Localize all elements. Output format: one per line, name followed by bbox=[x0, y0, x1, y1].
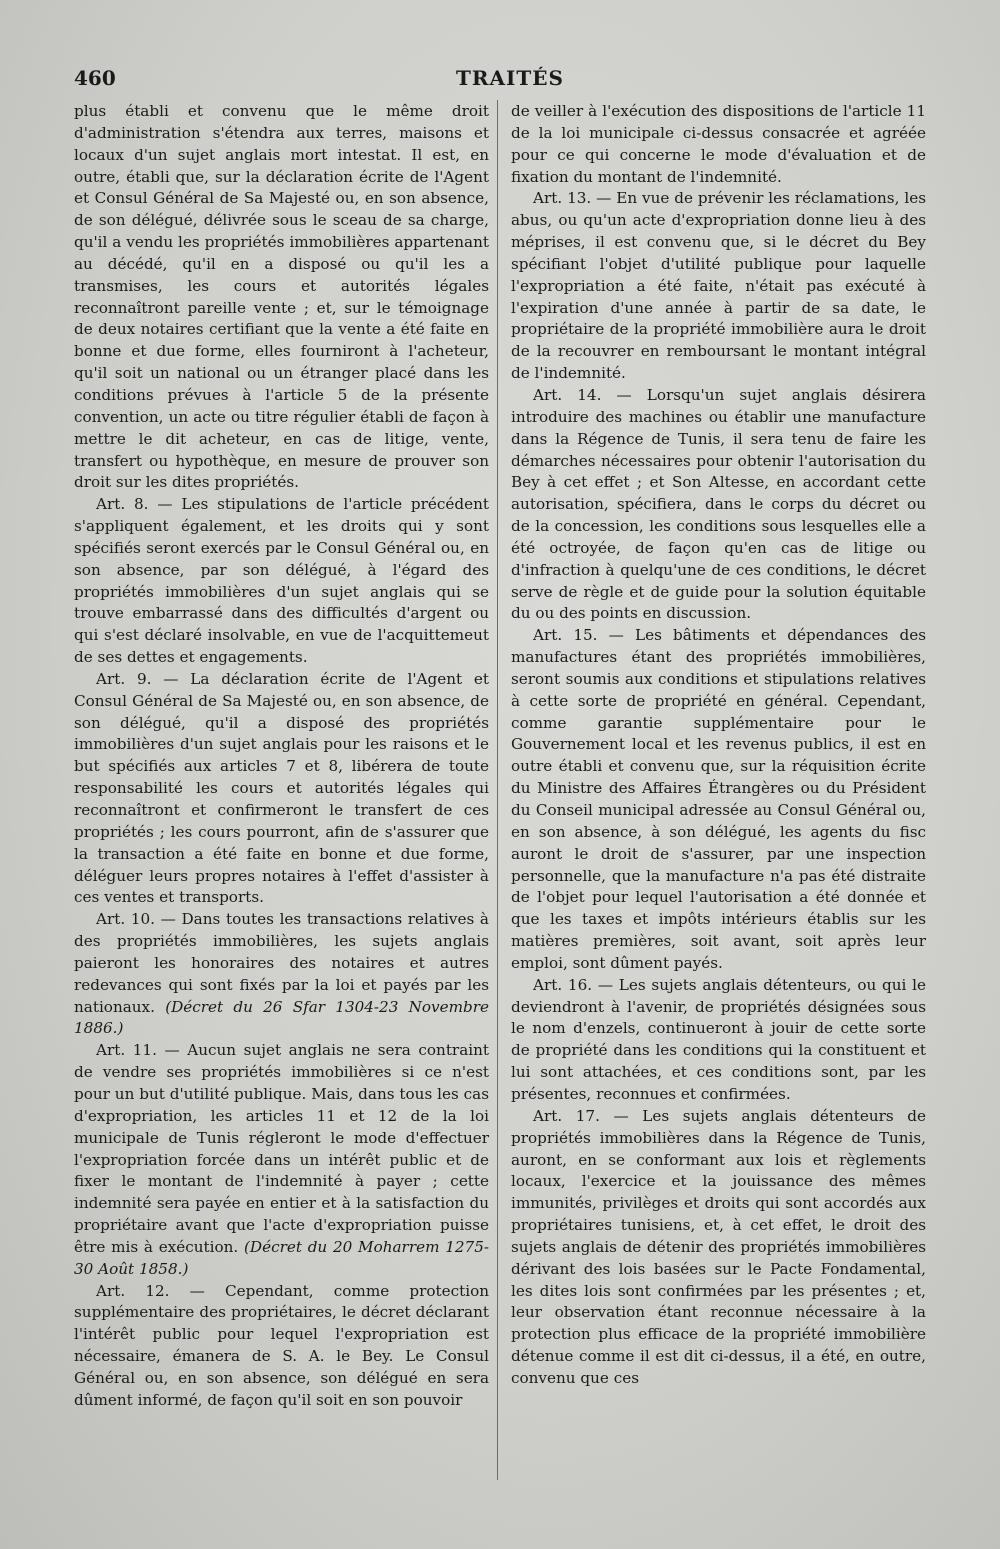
page-header bbox=[74, 66, 930, 98]
paragraph-text: Art. 16. — Les sujets anglais détenteurs, ou qui le deviendront à l'avenir, de propriétés désignées sous le nom d'enzels, continueront à jouir de cette sorte de propriété dans les conditions qui la constituent et lui sont attachées, et ces conditions sont, par les présentes, reconnues et confirmées. bbox=[511, 975, 926, 1103]
paragraph bbox=[74, 669, 489, 909]
right-column bbox=[511, 101, 926, 1390]
paragraph bbox=[74, 1040, 489, 1280]
paragraph bbox=[74, 909, 489, 1040]
page-number: 460 bbox=[74, 66, 116, 90]
running-title: TRAITÉS bbox=[456, 66, 564, 90]
paragraph-text: Art. 15. — Les bâtiments et dépendances des manufactures étant des propriétés immobilières, seront soumis aux conditions et stipulations relatives à cette sorte de propriété en général. Cependant, comme garantie supplémentaire pour le Gouvernement local et les revenus publics, il est en outre établi et convenu que, sur la réquisition écrite du Ministre des Affaires Étrangères ou du Président du Conseil municipal adressée au Consul Général ou, en son absence, à son délégué, les agents du fisc auront le droit de s'assurer, par une inspection personnelle, que la manufacture n'a pas été distraite de l'objet pour lequel l'autorisation a été donnée et que les taxes et impôts intérieurs établis sur les matières premières, soit avant, soit après leur emploi, sont dûment payés. bbox=[511, 626, 926, 972]
paragraph bbox=[511, 188, 926, 385]
paragraph-text: plus établi et convenu que le même droit d'administration s'étendra aux terres, maisons et locaux d'un sujet anglais mort intestat. Il est, en outre, établi que, sur la déclaration écrite de l'Agent et Consul Général de Sa Majesté ou, en son absence, de son délégué, délivrée sous le sceau de sa charge, qu'il a vendu les propriétés immobilières appartenant au décédé, qu'il en a disposé ou qu'il les a transmises, les cours et autorités légales reconnaîtront pareille vente ; et, sur le témoignage de deux notaires certifiant que la vente a été faite en bonne et due forme, elles fourniront à l'acheteur, qu'il soit un national ou un étranger placé dans les conditions prévues à l'article 5 de la présente convention, un acte ou titre régulier établi de façon à mettre le dit acheteur, en cas de litige, vente, transfert ou hypothèque, en mesure de prouver son droit sur les dites propriétés. bbox=[74, 102, 489, 492]
decree-citation: (Décret du 20 Moharrem 1275-30 Août 1858.) bbox=[74, 1237, 489, 1278]
paragraph bbox=[511, 385, 926, 625]
paragraph bbox=[74, 1281, 489, 1412]
paragraph-text: de veiller à l'exécution des dispositions de l'article 11 de la loi municipale ci-dessus consacrée et agréée pour ce qui concerne le mode d'évaluation et de fixation du montant de l'indemnité. bbox=[511, 102, 926, 186]
paragraph bbox=[74, 101, 489, 494]
paragraph bbox=[511, 975, 926, 1106]
paragraph bbox=[511, 101, 926, 188]
paragraph-text: Art. 12. — Cependant, comme protection supplémentaire des propriétaires, le décret déclarant l'intérêt public pour lequel l'expropriation est nécessaire, émanera de S. A. le Bey. Le Consul Général ou, en son absence, son délégué en sera dûment informé, de façon qu'il soit en son pouvoir bbox=[74, 1281, 489, 1409]
paragraph-text: Art. 13. — En vue de prévenir les réclamations, les abus, ou qu'un acte d'expropriation donne lieu à des méprises, il est convenu que, si le décret du Bey spécifiant l'objet d'utilité publique pour laquelle l'expropriation a été faite, n'était pas exécuté à l'expiration d'une année à partir de sa date, le propriétaire de la propriété immobilière aura le droit de la recouvrer en remboursant le montant intégral de l'indemnité. bbox=[511, 189, 926, 383]
paragraph-text: Art. 14. — Lorsqu'un sujet anglais désirera introduire des machines ou établir une manufacture dans la Régence de Tunis, il sera tenu de faire les démarches nécessaires pour obtenir l'autorisation du Bey à cet effet ; et Son Altesse, en accordant cette autorisation, spécifiera, dans le corps du décret ou de la concession, les conditions sous lesquelles elle a été octroyée, de façon qu'en cas de litige ou d'infraction à quelqu'une de ces conditions, le décret serve de règle et de guide pour la solution équitable du ou des points en discussion. bbox=[511, 385, 926, 623]
paragraph-text: Art. 17. — Les sujets anglais détenteurs de propriétés immobilières dans la Régence de Tunis, auront, en se conformant aux lois et règlements locaux, l'exercice et la jouissance des mêmes immunités, privilèges et droits qui sont accordés aux propriétaires tunisiens, et, à cet effet, le droit des sujets anglais de détenir des propriétés immobilières dérivant des lois basées sur le Pacte Fondamental, les dites lois sont confirmées par les présentes ; et, leur observation étant reconnue nécessaire à la protection plus efficace de la propriété immobilière détenue comme il est dit ci-dessus, il a été, en outre, convenu que ces bbox=[511, 1106, 926, 1387]
paragraph-text: Art. 9. — La déclaration écrite de l'Agent et Consul Général de Sa Majesté ou, en son absence, de son délégué, qu'il a disposé des propriétés immobilières d'un sujet anglais pour les raisons et le but spécifiés aux articles 7 et 8, libérera de toute responsabilité les cours et autorités légales qui reconnaîtront et confirmeront le transfert de ces propriétés ; les cours pourront, afin de s'assurer que la transaction a été faite en bonne et due forme, déléguer leurs propres notaires à l'effet d'assister à ces ventes et transports. bbox=[74, 669, 489, 907]
column-divider bbox=[497, 100, 498, 1480]
paragraph bbox=[74, 494, 489, 669]
decree-citation: (Décret du 26 Sfar 1304-23 Novembre 1886.) bbox=[74, 997, 489, 1038]
left-column bbox=[74, 101, 489, 1412]
paragraph-text: Art. 8. — Les stipulations de l'article précédent s'appliquent également, et les droits qui y sont spécifiés seront exercés par le Consul Général ou, en son absence, par son délégué, à l'égard des propriétés immobilières d'un sujet anglais qui se trouve embarrassé dans des difficultés d'argent ou qui s'est déclaré insolvable, en vue de l'acquittemeut de ses dettes et engagements. bbox=[74, 495, 489, 667]
paragraph-text: Art. 10. — Dans toutes les transactions relatives à des propriétés immobilières, les sujets anglais paieront les honoraires des notaires et autres redevances qui sont fixés par la loi et payés par les nationaux. bbox=[74, 910, 489, 1016]
paragraph bbox=[511, 625, 926, 975]
paragraph-text: Art. 11. — Aucun sujet anglais ne sera contraint de vendre ses propriétés immobilières si ce n'est pour un but d'utilité publique. Mais, dans tous les cas d'expropriation, les articles 11 et 12 de la loi municipale de Tunis régleront le mode d'effectuer l'expropriation forcée dans un intérêt public et de fixer le montant de l'indemnité à payer ; cette indemnité sera payée en entier et à la satisfaction du propriétaire avant que l'acte d'expropriation puisse être mis à exécution. bbox=[74, 1041, 489, 1256]
paragraph bbox=[511, 1106, 926, 1390]
